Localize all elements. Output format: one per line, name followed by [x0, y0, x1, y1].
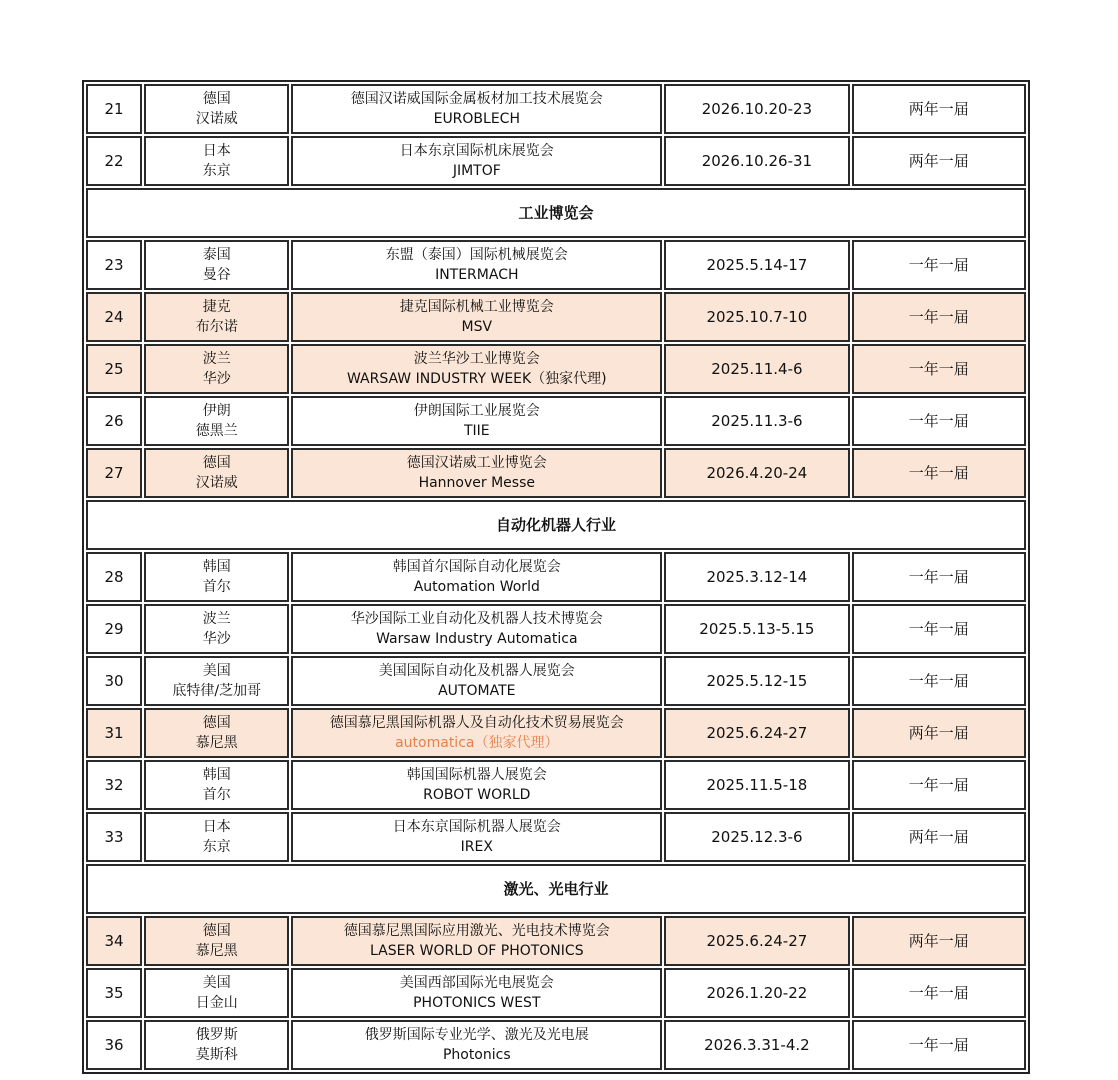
exhibition-date: 2025.6.24-27	[664, 708, 849, 758]
exhibition-name-cn: 华沙国际工业自动化及机器人技术博览会	[350, 611, 603, 627]
table-row	[86, 708, 1026, 758]
location-cell	[144, 396, 289, 446]
exhibition-name-cell	[291, 344, 662, 394]
city-text: 日金山	[195, 995, 238, 1011]
table-row	[86, 396, 1026, 446]
exhibition-name-en: AUTOMATE	[438, 683, 516, 699]
table-row	[86, 136, 1026, 186]
section-header-row	[86, 188, 1026, 238]
exhibition-name-cn: 德国慕尼黑国际机器人及自动化技术贸易展览会	[329, 715, 624, 731]
exhibition-frequency: 一年一届	[852, 344, 1026, 394]
table-row	[86, 84, 1026, 134]
exhibition-frequency: 一年一届	[852, 656, 1026, 706]
exhibition-date: 2025.3.12-14	[664, 552, 849, 602]
exhibition-schedule-sheet	[82, 80, 1030, 1074]
city-text: 莫斯科	[195, 1047, 238, 1063]
country-text: 波兰	[202, 351, 231, 367]
city-text: 首尔	[202, 787, 231, 803]
row-number: 23	[86, 240, 142, 290]
table-row	[86, 812, 1026, 862]
section-header-row	[86, 864, 1026, 914]
location-cell	[144, 344, 289, 394]
country-text: 韩国	[202, 559, 231, 575]
location-cell	[144, 968, 289, 1018]
exhibition-name-en: TIIE	[463, 423, 490, 439]
exhibition-date: 2026.10.26-31	[664, 136, 849, 186]
city-text: 慕尼黑	[195, 943, 238, 959]
location-cell	[144, 812, 289, 862]
city-text: 布尔诺	[195, 319, 238, 335]
exhibition-name-en: Photonics	[442, 1047, 511, 1063]
row-number: 26	[86, 396, 142, 446]
exhibition-name-cell	[291, 812, 662, 862]
table-row	[86, 760, 1026, 810]
table-row	[86, 604, 1026, 654]
country-text: 美国	[202, 663, 231, 679]
country-text: 泰国	[202, 247, 231, 263]
city-text: 华沙	[202, 371, 231, 387]
exhibition-date: 2025.11.4-6	[664, 344, 849, 394]
exhibition-name-cn: 捷克国际机械工业博览会	[399, 299, 554, 315]
country-text: 俄罗斯	[195, 1027, 238, 1043]
row-number: 34	[86, 916, 142, 966]
exhibition-date: 2026.1.20-22	[664, 968, 849, 1018]
row-number: 31	[86, 708, 142, 758]
table-row	[86, 968, 1026, 1018]
exhibition-frequency: 一年一届	[852, 240, 1026, 290]
city-text: 汉诺威	[195, 475, 238, 491]
exhibition-name-cell	[291, 916, 662, 966]
exhibition-frequency: 一年一届	[852, 968, 1026, 1018]
location-cell	[144, 916, 289, 966]
exhibition-name-cn: 伊朗国际工业展览会	[413, 403, 540, 419]
exhibition-name-cell	[291, 760, 662, 810]
section-title: 激光、光电行业	[86, 864, 1026, 914]
city-text: 慕尼黑	[195, 735, 238, 751]
row-number: 21	[86, 84, 142, 134]
exhibition-name-cell	[291, 292, 662, 342]
exhibition-date: 2026.3.31-4.2	[664, 1020, 849, 1070]
row-number: 35	[86, 968, 142, 1018]
exhibition-name-cell	[291, 968, 662, 1018]
exhibition-name-en: JIMTOF	[452, 163, 501, 179]
row-number: 29	[86, 604, 142, 654]
country-text: 波兰	[202, 611, 231, 627]
exhibition-name-en: Hannover Messe	[418, 475, 535, 491]
exhibition-frequency: 一年一届	[852, 292, 1026, 342]
city-text: 首尔	[202, 579, 231, 595]
location-cell	[144, 656, 289, 706]
location-cell	[144, 552, 289, 602]
exhibition-name-cn: 韩国国际机器人展览会	[406, 767, 547, 783]
exhibition-name-en: EUROBLECH	[433, 111, 520, 127]
exhibition-name-en: Automation World	[413, 579, 540, 595]
exhibition-name-cell	[291, 448, 662, 498]
location-cell	[144, 84, 289, 134]
section-title: 工业博览会	[86, 188, 1026, 238]
location-cell	[144, 604, 289, 654]
table-row	[86, 292, 1026, 342]
exhibition-name-cn: 东盟（泰国）国际机械展览会	[385, 247, 568, 263]
country-text: 德国	[202, 91, 231, 107]
exhibition-name-en: WARSAW INDUSTRY WEEK（独家代理)	[346, 371, 607, 387]
exhibition-date: 2025.10.7-10	[664, 292, 849, 342]
exhibition-name-en: MSV	[461, 319, 493, 335]
exhibition-name-en: automatica（独家代理）	[395, 735, 559, 751]
country-text: 德国	[202, 923, 231, 939]
exhibition-frequency: 两年一届	[852, 84, 1026, 134]
country-text: 伊朗	[202, 403, 231, 419]
exhibition-name-en: LASER WORLD OF PHOTONICS	[370, 943, 584, 959]
country-text: 德国	[202, 715, 231, 731]
city-text: 东京	[202, 839, 231, 855]
city-text: 曼谷	[202, 267, 231, 283]
location-cell	[144, 240, 289, 290]
exhibition-name-cn: 美国西部国际光电展览会	[399, 975, 554, 991]
exhibition-name-cn: 德国汉诺威工业博览会	[406, 455, 547, 471]
exhibition-name-cell	[291, 708, 662, 758]
row-number: 28	[86, 552, 142, 602]
section-header-row	[86, 500, 1026, 550]
exhibition-name-cell	[291, 604, 662, 654]
exhibition-name-cell	[291, 136, 662, 186]
exhibition-name-cn: 韩国首尔国际自动化展览会	[392, 559, 561, 575]
section-title: 自动化机器人行业	[86, 500, 1026, 550]
location-cell	[144, 136, 289, 186]
exhibition-name-cell	[291, 240, 662, 290]
exhibition-name-cell	[291, 396, 662, 446]
exhibition-date: 2025.12.3-6	[664, 812, 849, 862]
country-text: 美国	[202, 975, 231, 991]
exhibition-frequency: 两年一届	[852, 812, 1026, 862]
exhibition-frequency: 两年一届	[852, 136, 1026, 186]
row-number: 27	[86, 448, 142, 498]
city-text: 华沙	[202, 631, 231, 647]
city-text: 德黑兰	[195, 423, 238, 439]
exhibition-name-cn: 波兰华沙工业博览会	[413, 351, 540, 367]
exhibition-name-en: PHOTONICS WEST	[413, 995, 541, 1011]
row-number: 24	[86, 292, 142, 342]
table-row	[86, 448, 1026, 498]
exhibition-name-en: IREX	[460, 839, 493, 855]
exhibition-frequency: 一年一届	[852, 448, 1026, 498]
location-cell	[144, 708, 289, 758]
row-number: 30	[86, 656, 142, 706]
country-text: 日本	[202, 143, 231, 159]
table-row	[86, 552, 1026, 602]
exhibition-name-cn: 德国慕尼黑国际应用激光、光电技术博览会	[343, 923, 610, 939]
location-cell	[144, 760, 289, 810]
exhibition-date: 2025.11.3-6	[664, 396, 849, 446]
exhibition-table	[82, 80, 1030, 1074]
country-text: 日本	[202, 819, 231, 835]
exhibition-name-cell	[291, 656, 662, 706]
country-text: 德国	[202, 455, 231, 471]
exhibition-name-cn: 日本东京国际机床展览会	[399, 143, 554, 159]
exhibition-date: 2026.10.20-23	[664, 84, 849, 134]
exhibition-frequency: 一年一届	[852, 396, 1026, 446]
table-row	[86, 240, 1026, 290]
city-text: 东京	[202, 163, 231, 179]
row-number: 33	[86, 812, 142, 862]
row-number: 36	[86, 1020, 142, 1070]
table-row	[86, 1020, 1026, 1070]
exhibition-date: 2025.5.14-17	[664, 240, 849, 290]
exhibition-date: 2026.4.20-24	[664, 448, 849, 498]
exhibition-name-cell	[291, 84, 662, 134]
exhibition-frequency: 一年一届	[852, 1020, 1026, 1070]
exhibition-name-cn: 德国汉诺威国际金属板材加工技术展览会	[350, 91, 603, 107]
location-cell	[144, 1020, 289, 1070]
exhibition-frequency: 两年一届	[852, 916, 1026, 966]
location-cell	[144, 448, 289, 498]
exhibition-frequency: 一年一届	[852, 604, 1026, 654]
country-text: 韩国	[202, 767, 231, 783]
exhibition-frequency: 一年一届	[852, 552, 1026, 602]
exhibition-frequency: 一年一届	[852, 760, 1026, 810]
exhibition-date: 2025.5.12-15	[664, 656, 849, 706]
exhibition-name-cell	[291, 1020, 662, 1070]
row-number: 22	[86, 136, 142, 186]
row-number: 32	[86, 760, 142, 810]
exhibition-date: 2025.6.24-27	[664, 916, 849, 966]
city-text: 底特律/芝加哥	[172, 683, 262, 699]
row-number: 25	[86, 344, 142, 394]
exhibition-name-en: ROBOT WORLD	[423, 787, 531, 803]
exhibition-name-cn: 日本东京国际机器人展览会	[392, 819, 561, 835]
exhibition-date: 2025.11.5-18	[664, 760, 849, 810]
table-row	[86, 656, 1026, 706]
country-text: 捷克	[202, 299, 231, 315]
exhibition-frequency: 两年一届	[852, 708, 1026, 758]
exhibition-table-body	[86, 84, 1026, 1070]
exhibition-name-en: Warsaw Industry Automatica	[376, 631, 578, 647]
table-row	[86, 344, 1026, 394]
exhibition-date: 2025.5.13-5.15	[664, 604, 849, 654]
exhibition-name-cell	[291, 552, 662, 602]
table-row	[86, 916, 1026, 966]
city-text: 汉诺威	[195, 111, 238, 127]
exhibition-name-cn: 美国国际自动化及机器人展览会	[378, 663, 575, 679]
exhibition-name-en: INTERMACH	[435, 267, 519, 283]
location-cell	[144, 292, 289, 342]
exhibition-name-cn: 俄罗斯国际专业光学、激光及光电展	[364, 1027, 589, 1043]
